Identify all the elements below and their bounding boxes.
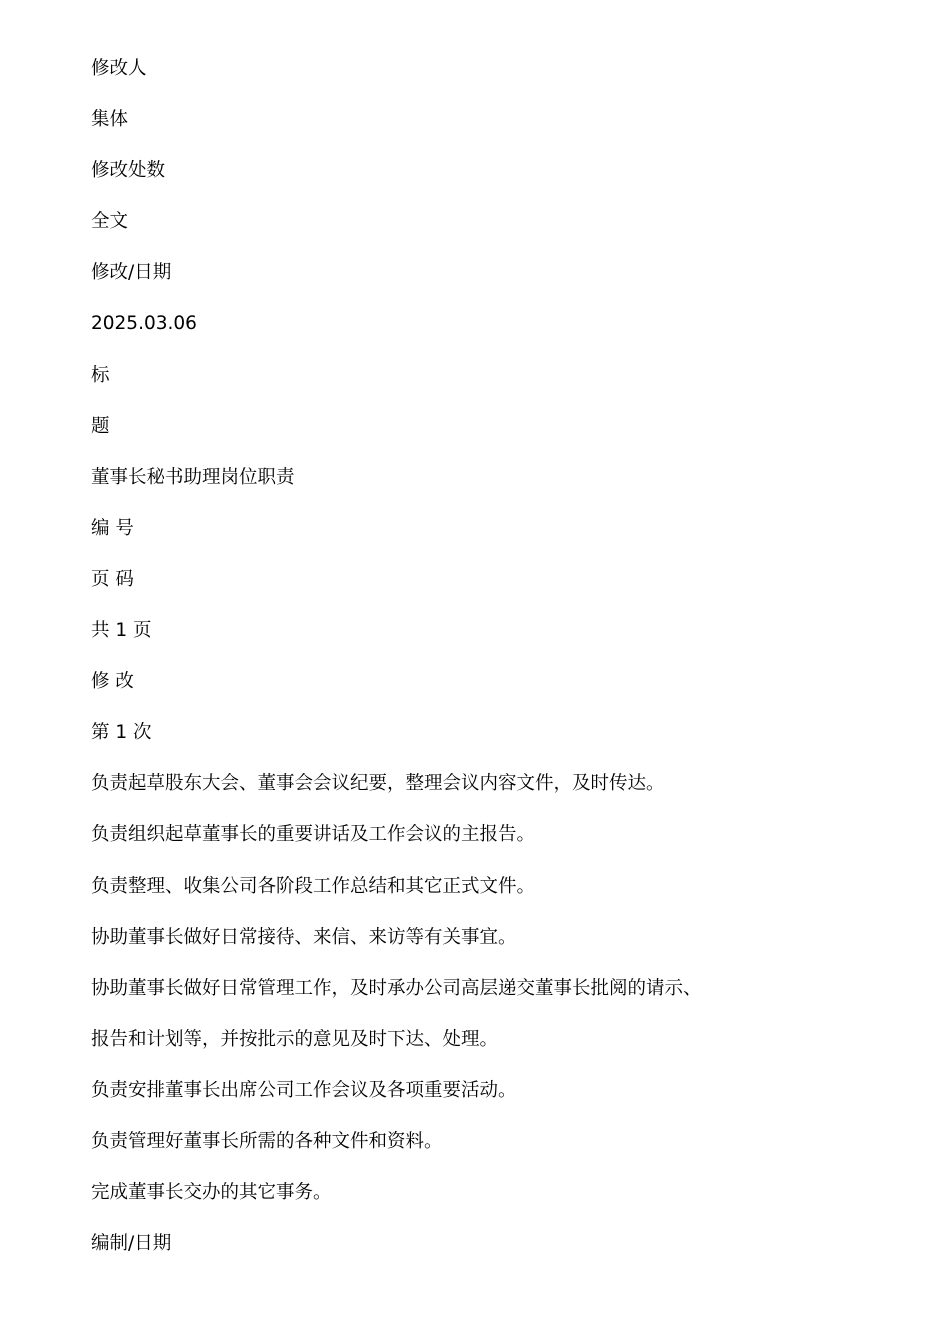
label-modification-date: 修改/日期 [91,262,172,284]
duty-item-1: 负责起草股东大会、董事会会议纪要，整理会议内容文件，及时传达。 [91,773,665,795]
document-title: 董事长秘书助理岗位职责 [91,466,295,488]
value-revision: 第 1 次 [91,722,152,744]
duty-item-7: 负责管理好董事长所需的各种文件和资料。 [91,1130,443,1152]
duty-item-8: 完成董事长交办的其它事务。 [91,1182,332,1204]
duty-item-6: 负责安排董事长出席公司工作会议及各项重要活动。 [91,1079,517,1101]
label-modification-count: 修改处数 [91,160,166,182]
label-prepared-date: 编制/日期 [91,1233,172,1255]
duty-item-3: 负责整理、收集公司各阶段工作总结和其它正式文件。 [91,875,536,897]
value-modifier: 集体 [91,109,129,131]
label-revision: 修 改 [91,671,134,693]
label-modifier: 修改人 [91,58,147,79]
value-modification-count: 全文 [91,211,129,233]
value-modification-date: 2025.03.06 [91,313,197,335]
label-page-code: 页 码 [91,568,134,590]
document-page [91,56,911,1282]
label-title-part-1: 标 [91,364,110,386]
label-title-part-2: 题 [91,415,110,437]
duty-item-4: 协助董事长做好日常接待、来信、来访等有关事宜。 [91,926,517,948]
label-number: 编 号 [91,517,134,539]
duty-item-5-line-1: 协助董事长做好日常管理工作，及时承办公司高层递交董事长批阅的请示、 [91,977,702,999]
value-page-count: 共 1 页 [91,620,152,642]
duty-item-5-line-2: 报告和计划等，并按批示的意见及时下达、处理。 [91,1028,499,1050]
duty-item-2: 负责组织起草董事长的重要讲话及工作会议的主报告。 [91,824,536,846]
